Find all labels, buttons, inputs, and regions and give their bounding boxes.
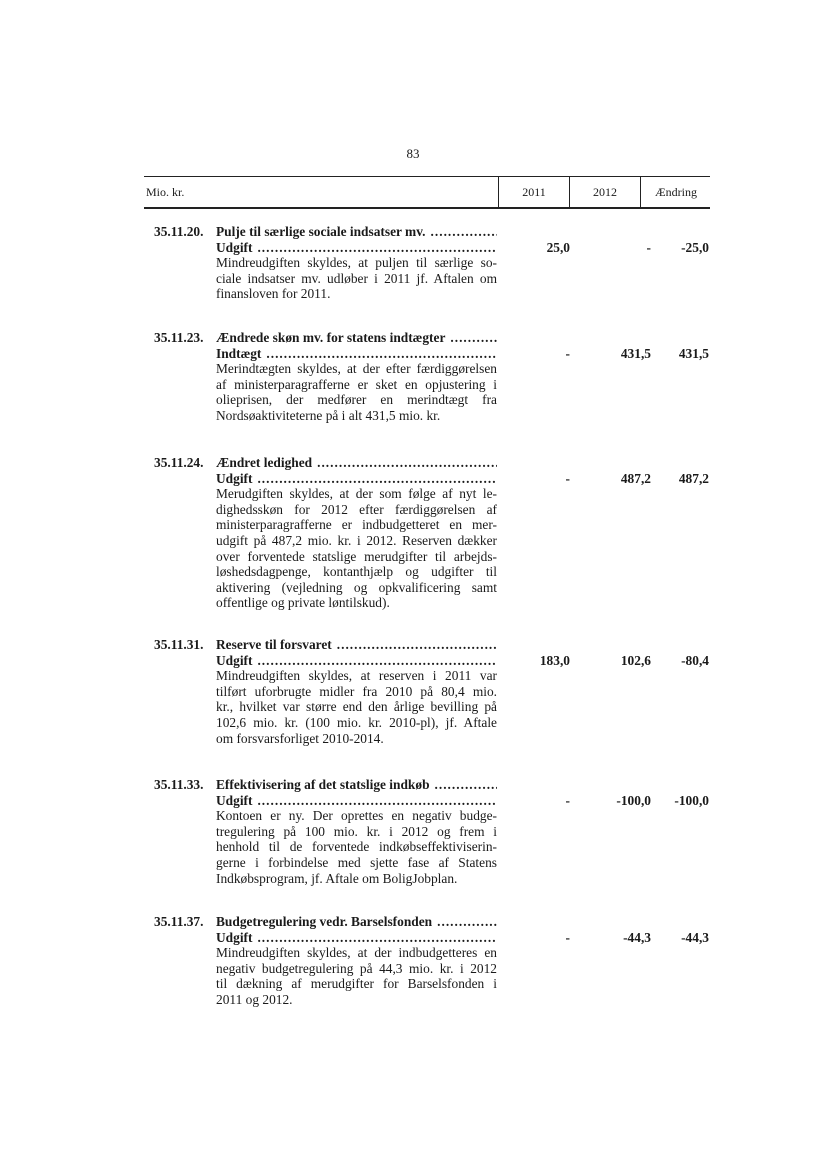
entry-description: Mindreudgiften skyldes, at der indbudgetteres en negativ budgetregulering på 44,3 mio. kr. i 2012 til dækning af merudgifter for Barselsfonden i 2011 og 2012. xyxy=(216,945,497,1007)
entry-code: 35.11.20. xyxy=(154,224,204,239)
entry-title: Ændrede skøn mv. for statens indtægter ..... xyxy=(216,330,497,346)
value-2011: - xyxy=(565,470,570,486)
value-change: -25,0 xyxy=(681,239,709,255)
value-2011: - xyxy=(565,929,570,945)
entry-description: Mindreudgiften skyldes, at reserven i 2011 var tilført uforbrugte midler fra 2010 på 80,4 mio. kr., hvilket var større end den årlige bevilling på 102,6 mio. kr. (100 mio. kr. 2010-pl), jf. Aftale om forsvarsforliget 2010-2014. xyxy=(216,668,497,746)
value-2012: 102,6 xyxy=(620,652,651,668)
value-change: -44,3 xyxy=(681,929,709,945)
entry-code: 35.11.31. xyxy=(154,637,204,652)
table-header xyxy=(144,176,710,209)
entry-code: 35.11.33. xyxy=(154,777,204,792)
entry-description: Merudgiften skyldes, at der som følge af nyt le- dighedsskøn for 2012 efter færdiggørelsen af ministerparagrafferne er indbudgetteret en mer- udgift på 487,2 mio. kr. i 2012. Reserven dækker over forventede statslige merudgifter til arbejds- løshedsdagpenge, kontanthjælp og udgifter til aktivering (vejledning og opkvalificering samt offentlige og private løntilskud). xyxy=(216,486,497,611)
entry-title: Pulje til særlige sociale indsatser mv. ..... xyxy=(216,224,497,240)
entry-title: Reserve til forsvaret ..... xyxy=(216,637,497,653)
value-change: 431,5 xyxy=(678,345,709,361)
entry-type: Udgift ..... xyxy=(216,653,497,669)
entry-type: Indtægt ..... xyxy=(216,346,497,362)
value-2011: 25,0 xyxy=(546,239,570,255)
entry-type: Udgift ..... xyxy=(216,793,497,809)
entry-type: Udgift ..... xyxy=(216,471,497,487)
header-col-change: Ændring xyxy=(640,177,711,207)
value-2012: 487,2 xyxy=(620,470,651,486)
header-col-2011: 2011 xyxy=(498,177,569,207)
entry-title: Budgetregulering vedr. Barselsfonden ..... xyxy=(216,914,497,930)
value-change: 487,2 xyxy=(678,470,709,486)
entry-description: Mindreudgiften skyldes, at puljen til særlige so- ciale indsatser mv. udløber i 2011 jf. Aftalen om finansloven for 2011. xyxy=(216,255,497,302)
value-2011: 183,0 xyxy=(539,652,570,668)
entry-type: Udgift ..... xyxy=(216,930,497,946)
value-2011: - xyxy=(565,792,570,808)
value-change: -100,0 xyxy=(674,792,709,808)
value-change: -80,4 xyxy=(681,652,709,668)
entry-title: Ændret ledighed ..... xyxy=(216,455,497,471)
header-unit-label: Mio. kr. xyxy=(146,185,185,199)
entry-description: Merindtægten skyldes, at der efter færdiggørelsen af ministerparagrafferne er sket en opjustering i olieprisen, der medfører en merindtægt fra Nordsøaktiviteterne på i alt 431,5 mio. kr. xyxy=(216,361,497,423)
value-2012: -100,0 xyxy=(616,792,651,808)
entry-title: Effektivisering af det statslige indkøb ..... xyxy=(216,777,497,793)
entry-code: 35.11.23. xyxy=(154,330,204,345)
value-2012: 431,5 xyxy=(620,345,651,361)
entry-description: Kontoen er ny. Der oprettes en negativ budge- tregulering på 100 mio. kr. i 2012 og frem i henhold til de forventede indkøbseffektiviserin- gerne i forbindelse med sjette fase af Statens Indkøbsprogram, jf. Aftale om BoligJobplan. xyxy=(216,808,497,886)
value-2012: -44,3 xyxy=(623,929,651,945)
header-col-2012: 2012 xyxy=(569,177,640,207)
entry-code: 35.11.24. xyxy=(154,455,204,470)
value-2012: - xyxy=(646,239,651,255)
page-number: 83 xyxy=(406,146,420,161)
entry-code: 35.11.37. xyxy=(154,914,204,929)
value-2011: - xyxy=(565,345,570,361)
entry-type: Udgift ..... xyxy=(216,240,497,256)
